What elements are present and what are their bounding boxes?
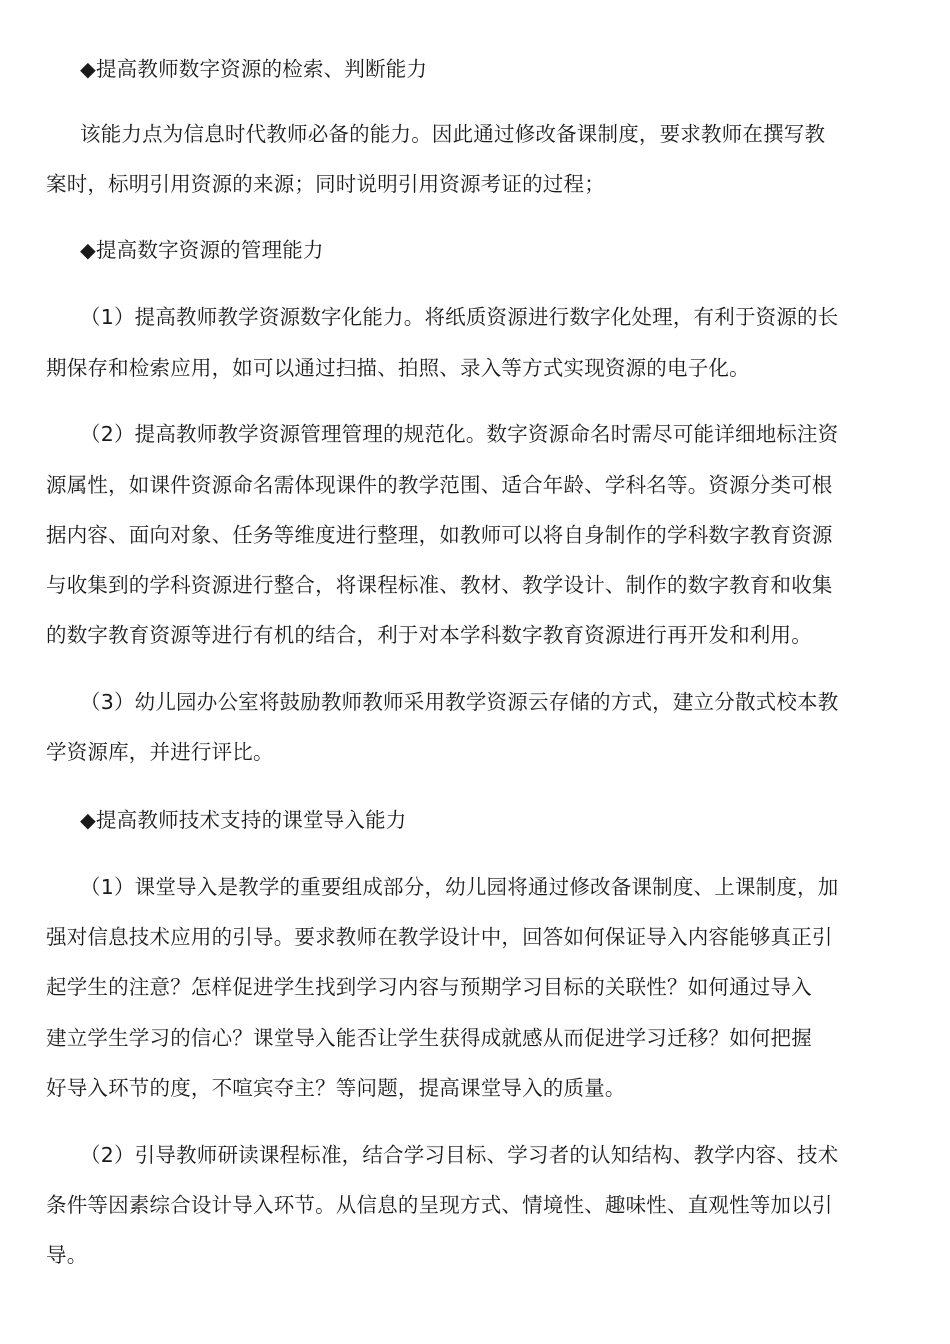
section-heading: ◆提高教师技术支持的课堂导入能力 [80, 808, 407, 832]
paragraph-line: （2）提高教师教学资源管理管理的规范化。数字资源命名时需尽可能详细地标注资 [80, 422, 839, 446]
paragraph-line: 案时，标明引用资源的来源；同时说明引用资源考证的过程； [46, 172, 605, 196]
paragraph-line: 与收集到的学科资源进行整合，将课程标准、教材、教学设计、制作的数字教育和收集 [46, 573, 833, 597]
paragraph-line: （3）幼儿园办公室将鼓励教师教师采用教学资源云存储的方式，建立分散式校本教 [80, 690, 839, 714]
paragraph-line: 好导入环节的度，不喧宾夺主？等问题，提高课堂导入的质量。 [46, 1076, 626, 1100]
paragraph-line: 该能力点为信息时代教师必备的能力。因此通过修改备课制度，要求教师在撰写教 [80, 122, 826, 146]
paragraph-line: 建立学生学习的信心？课堂导入能否让学生获得成就感从而促进学习迁移？如何把握 [46, 1026, 812, 1050]
section-heading: ◆提高教师数字资源的检索、判断能力 [80, 57, 428, 81]
paragraph-line: 导。 [46, 1243, 88, 1267]
section-heading: ◆提高数字资源的管理能力 [80, 238, 324, 262]
paragraph-line: 条件等因素综合设计导入环节。从信息的呈现方式、情境性、趣味性、直观性等加以引 [46, 1193, 833, 1217]
paragraph-line: 的数字教育资源等进行有机的结合，利于对本学科数字教育资源进行再开发和利用。 [46, 623, 812, 647]
paragraph-line: （2）引导教师研读课程标准，结合学习目标、学习者的认知结构、教学内容、技术 [80, 1143, 839, 1167]
paragraph-line: 强对信息技术应用的引导。要求教师在教学设计中，回答如何保证导入内容能够真正引 [46, 925, 833, 949]
paragraph-line: 据内容、面向对象、任务等维度进行整理，如教师可以将自身制作的学科数字教育资源 [46, 523, 833, 547]
paragraph-line: 期保存和检索应用，如可以通过扫描、拍照、录入等方式实现资源的电子化。 [46, 356, 750, 380]
paragraph-line: 学资源库，并进行评比。 [46, 740, 274, 764]
paragraph-line: 起学生的注意？怎样促进学生找到学习内容与预期学习目标的关联性？如何通过导入 [46, 975, 812, 999]
paragraph-line: （1）提高教师教学资源数字化能力。将纸质资源进行数字化处理，有利于资源的长 [80, 305, 839, 329]
paragraph-line: 源属性，如课件资源命名需体现课件的教学范围、适合年龄、学科名等。资源分类可根 [46, 473, 833, 497]
paragraph-line: （1）课堂导入是教学的重要组成部分，幼儿园将通过修改备课制度、上课制度，加 [80, 875, 839, 899]
